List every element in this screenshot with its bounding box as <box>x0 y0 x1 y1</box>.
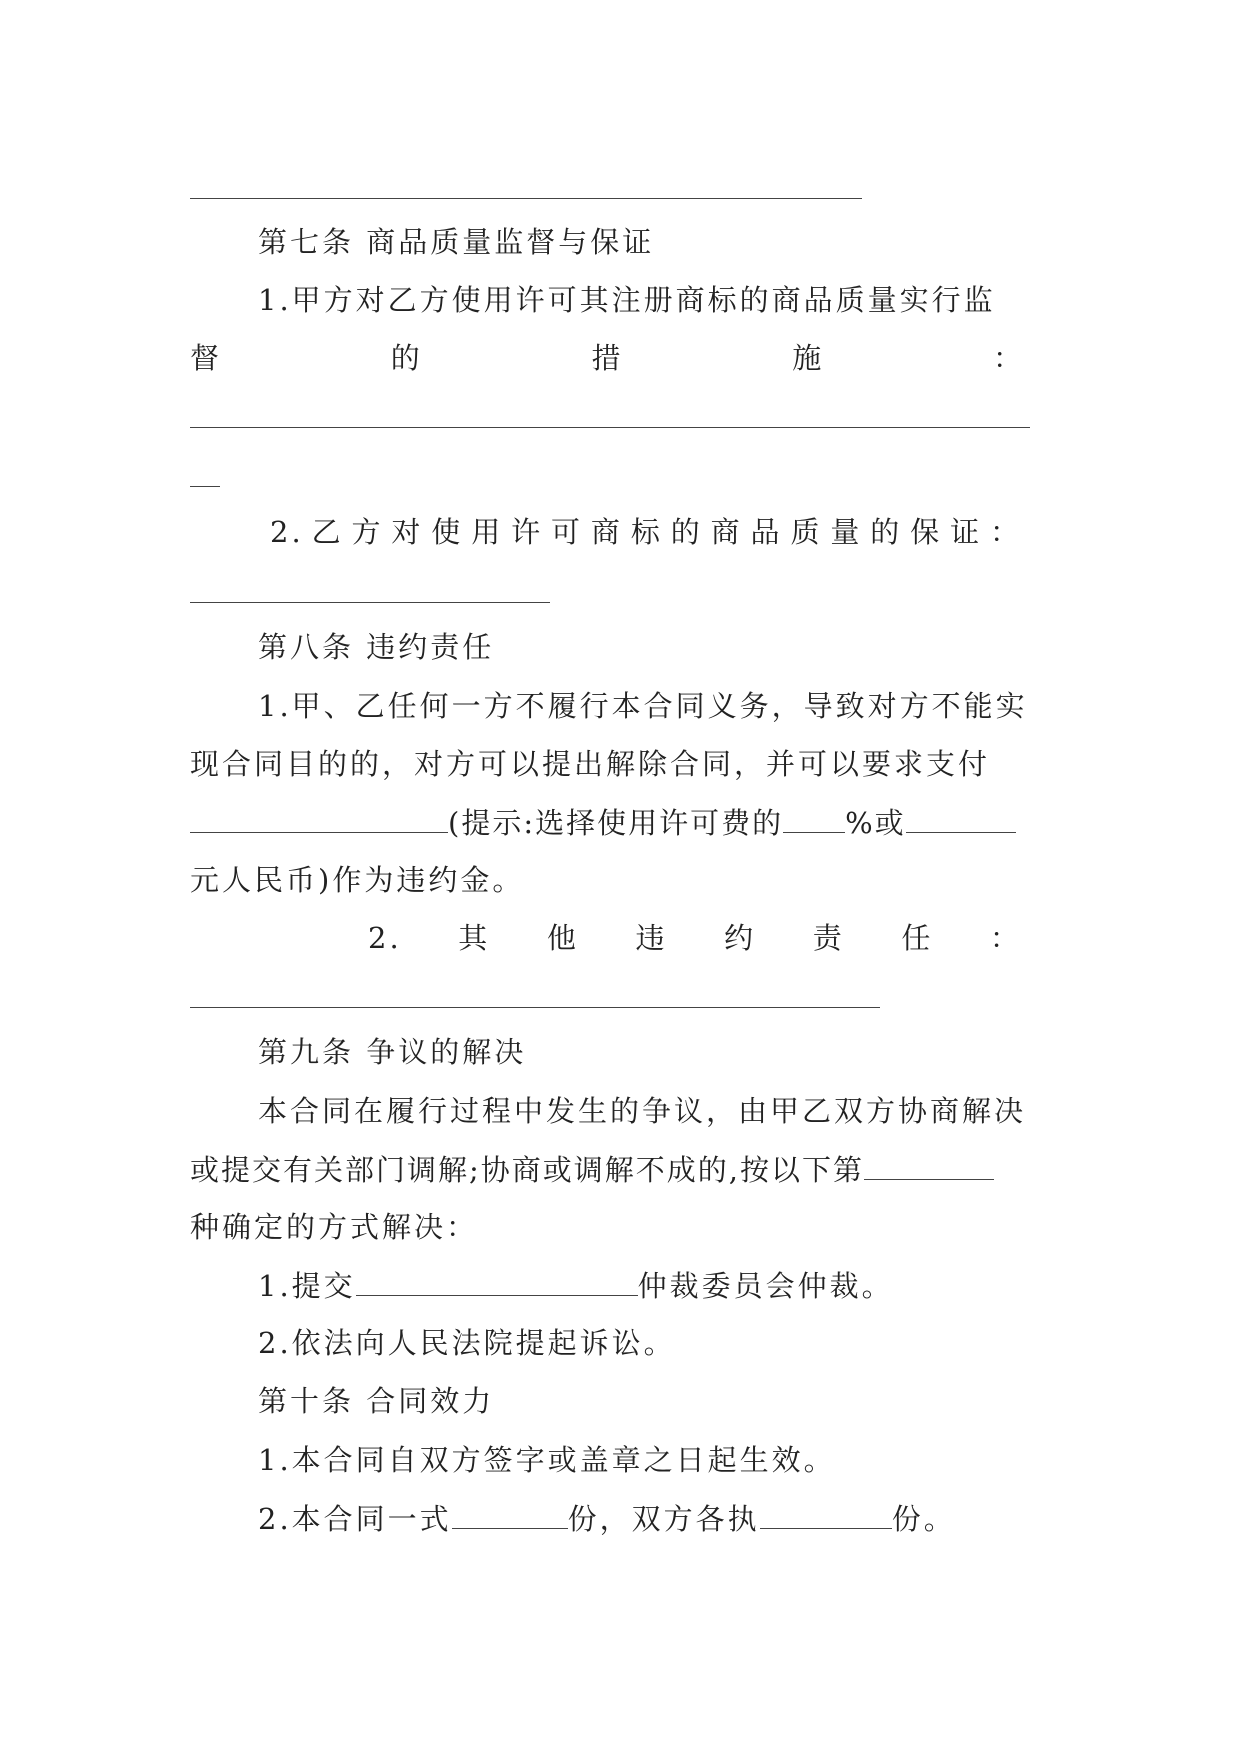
blank-rule-7-2 <box>190 602 550 603</box>
article-7-item-2 <box>270 512 1022 552</box>
blank-rule-7-1b <box>190 486 220 487</box>
justified-char: 的 <box>670 515 703 549</box>
article-7-title-text: 第七条 商品质量监督与保证 <box>258 225 655 259</box>
article-9-text-3: 种确定的方式解决： <box>190 1210 479 1244</box>
justified-char: 证 <box>950 515 983 549</box>
article-7-item-1-line-1 <box>190 280 1053 320</box>
article-10-item-2-c: 份。 <box>891 1502 956 1536</box>
article-10-item-1-text: 1.本合同自双方签字或盖章之日起生效。 <box>258 1443 836 1477</box>
justified-char: 标 <box>630 515 663 549</box>
blank-percent[interactable] <box>783 802 845 833</box>
justified-char: 他 <box>546 921 579 955</box>
justified-char: 2. <box>368 921 402 955</box>
justified-char: ： <box>989 515 1022 549</box>
article-9-line-2 <box>190 1149 1053 1189</box>
article-10-title-text: 第十条 合同效力 <box>258 1384 495 1418</box>
article-8-item-1-text: 1.甲、乙任何一方不履行本合同义务，导致对方不能实 <box>258 689 1028 723</box>
justified-char: 许 <box>511 515 544 549</box>
justified-char: 用 <box>471 515 504 549</box>
blank-yuan[interactable] <box>906 802 1016 833</box>
justified-char: 措 <box>591 341 624 375</box>
justified-char: ： <box>992 341 1025 375</box>
justified-char: 可 <box>551 515 584 549</box>
option-1-suffix: 仲裁委员会仲裁。 <box>637 1269 894 1303</box>
option-2-text: 2.依法向人民法院提起诉讼。 <box>258 1326 676 1360</box>
article-8-item-1-line-2 <box>190 744 1053 784</box>
blank-copies-total[interactable] <box>452 1498 568 1529</box>
justified-char: 商 <box>590 515 623 549</box>
justified-char: 方 <box>351 515 384 549</box>
justified-char: 使 <box>431 515 464 549</box>
article-9-text-1: 本合同在履行过程中发生的争议，由甲乙双方协商解决 <box>258 1094 1027 1128</box>
article-10-item-2-b: 份，双方各执 <box>567 1502 760 1536</box>
justified-char: 对 <box>391 515 424 549</box>
blank-option-number[interactable] <box>864 1149 994 1180</box>
justified-char: 约 <box>724 921 757 955</box>
article-9-option-2 <box>190 1323 1053 1363</box>
article-7-title <box>190 222 1053 262</box>
article-8-item-1-line-3 <box>190 802 1053 842</box>
justified-char: 的 <box>390 341 423 375</box>
justified-char: 任 <box>901 921 934 955</box>
justified-char: 质 <box>790 515 823 549</box>
article-10-item-2-a: 2.本合同一式 <box>258 1502 452 1536</box>
article-7-item-1-line-2 <box>190 338 1025 378</box>
article-8-item-1-line-4 <box>190 860 1053 900</box>
article-10-item-2 <box>190 1498 1053 1538</box>
justified-char: 违 <box>635 921 668 955</box>
justified-char: 施 <box>792 341 825 375</box>
blank-arbitration-commission[interactable] <box>356 1265 638 1296</box>
justified-char: 保 <box>910 515 943 549</box>
justified-char: 2. <box>270 515 304 549</box>
option-1-prefix: 1.提交 <box>258 1269 356 1303</box>
article-9-line-1 <box>190 1091 1053 1131</box>
article-8-title-text: 第八条 违约责任 <box>258 630 495 664</box>
justified-char: 品 <box>750 515 783 549</box>
article-9-line-3 <box>190 1207 1053 1247</box>
percent-or: %或 <box>845 806 906 840</box>
blank-penalty-amount[interactable] <box>190 802 448 833</box>
article-8-item-2 <box>368 918 1022 958</box>
article-9-title <box>190 1032 1053 1072</box>
article-10-item-1 <box>190 1440 1053 1480</box>
blank-rule-7-1 <box>190 427 1030 428</box>
blank-copies-each[interactable] <box>760 1498 892 1529</box>
article-8-title <box>190 627 1053 667</box>
article-8-item-1-text-4: 元人民币)作为违约金。 <box>190 863 525 897</box>
justified-char: 督 <box>190 341 223 375</box>
article-9-title-text: 第九条 争议的解决 <box>258 1035 527 1069</box>
article-10-title <box>190 1381 1053 1421</box>
justified-char: 其 <box>458 921 491 955</box>
justified-char: 责 <box>812 921 845 955</box>
justified-char: 商 <box>710 515 743 549</box>
blank-rule-8-2 <box>190 1007 880 1008</box>
article-9-option-1 <box>190 1265 1053 1305</box>
article-8-item-1-line-1 <box>190 686 1053 726</box>
article-7-item-1-text: 1.甲方对乙方使用许可其注册商标的商品质量实行监 <box>258 283 996 317</box>
article-8-item-1-text-2: 现合同目的的，对方可以提出解除合同，并可以要求支付 <box>190 747 991 781</box>
blank-rule-top <box>190 198 862 199</box>
justified-char: ： <box>989 921 1022 955</box>
justified-char: 的 <box>870 515 903 549</box>
hint-text: (提示:选择使用许可费的 <box>448 806 784 840</box>
justified-char: 乙 <box>311 515 344 549</box>
article-9-text-2: 或提交有关部门调解;协商或调解不成的,按以下第 <box>190 1153 864 1187</box>
justified-char: 量 <box>830 515 863 549</box>
